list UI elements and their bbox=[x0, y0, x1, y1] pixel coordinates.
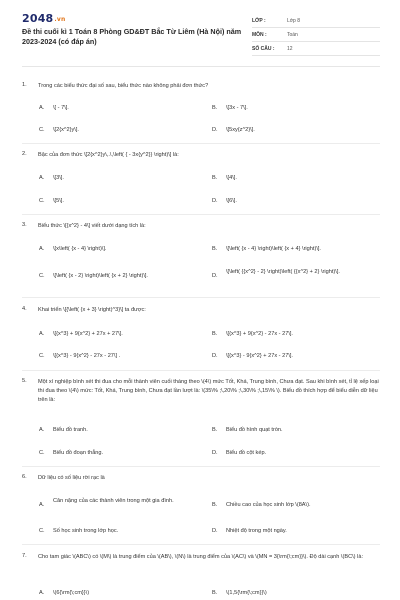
question-stem: Bậc của đơn thức \[2{x^2}y\,.\,\left( { - 3x{y^2}} \right)\] là: bbox=[38, 152, 179, 158]
info-label: SỐ CÂU : bbox=[252, 46, 275, 52]
option-text: \[\left( {x - 4} \right)\left( {x + 4} \right)\]. bbox=[226, 246, 321, 252]
option-key: A. bbox=[39, 590, 45, 596]
question-number: 1. bbox=[22, 82, 27, 88]
divider bbox=[22, 370, 380, 371]
option-text: \[6\]. bbox=[226, 198, 237, 204]
question-number: 4. bbox=[22, 306, 27, 312]
page-header bbox=[0, 0, 400, 62]
info-value: Lớp 8 bbox=[287, 18, 301, 24]
question-3 bbox=[22, 222, 380, 231]
option-text: \[{x^3} - 9{x^2} - 27x - 27\] . bbox=[53, 353, 121, 359]
question-stem: Biểu thức \[{x^2} - 4\] viết dưới dạng tích là: bbox=[38, 223, 146, 229]
option-key: A. bbox=[39, 331, 45, 337]
option-b[interactable] bbox=[212, 174, 377, 182]
option-text: \[{x^3} - 9{x^2} + 27x - 27\]. bbox=[226, 353, 293, 359]
option-key: C. bbox=[39, 450, 45, 456]
option-a[interactable] bbox=[39, 589, 199, 597]
option-key: A. bbox=[39, 427, 45, 433]
info-row-count bbox=[252, 43, 380, 56]
option-b[interactable] bbox=[212, 104, 377, 112]
option-text: Biểu đồ cột kép. bbox=[226, 450, 267, 456]
option-key: A. bbox=[39, 246, 45, 252]
option-b[interactable] bbox=[212, 245, 377, 253]
option-key: C. bbox=[39, 198, 45, 204]
option-key: A. bbox=[39, 175, 45, 181]
option-text: Chiều cao của học sinh lớp \(8A\). bbox=[226, 502, 311, 508]
option-c[interactable] bbox=[39, 197, 199, 205]
option-a[interactable] bbox=[39, 174, 199, 182]
option-text: \[ - 7\]. bbox=[53, 105, 69, 111]
site-logo[interactable] bbox=[22, 12, 65, 25]
divider bbox=[22, 214, 380, 215]
option-text: \[{x^3} + 9{x^2} + 27x + 27\]. bbox=[53, 331, 123, 337]
option-key: D. bbox=[212, 127, 218, 133]
option-d[interactable] bbox=[212, 268, 377, 279]
option-key: D. bbox=[212, 273, 218, 279]
info-table bbox=[252, 15, 380, 57]
logo-suffix: .vn bbox=[54, 16, 66, 23]
option-key: D. bbox=[212, 450, 218, 456]
option-d[interactable] bbox=[212, 527, 377, 535]
info-label: MÔN : bbox=[252, 32, 267, 38]
option-a[interactable] bbox=[39, 245, 199, 253]
logo-text: 2048 bbox=[22, 12, 54, 25]
option-key: D. bbox=[212, 528, 218, 534]
option-c[interactable] bbox=[39, 449, 199, 457]
option-key: B. bbox=[212, 331, 218, 337]
option-key: B. bbox=[212, 175, 218, 181]
option-text: \[3\]. bbox=[53, 175, 64, 181]
option-text: \[4\]. bbox=[226, 175, 237, 181]
question-stem: Cho tam giác \(ABC\) có \(M\) là trung điểm của \(AB\), \(N\) là trung điểm của \(AC\) và \(MN = 3{\rm{\;cm}}\). Độ dài cạnh \(BC\) là: bbox=[38, 554, 364, 560]
info-value: Toán bbox=[287, 32, 298, 38]
question-stem: Trong các biểu thức đại số sau, biểu thức nào không phải đơn thức? bbox=[38, 83, 209, 89]
info-label: LỚP : bbox=[252, 18, 266, 24]
option-key: C. bbox=[39, 353, 45, 359]
divider bbox=[22, 297, 380, 298]
option-a[interactable] bbox=[39, 497, 209, 508]
option-text: \[3x - 7\]. bbox=[226, 105, 248, 111]
question-1 bbox=[22, 82, 380, 91]
option-text: \[\left( {x - 2} \right)\left( {x + 2} \right)\]. bbox=[53, 273, 148, 279]
question-5 bbox=[22, 378, 380, 405]
option-text: Nhiệt độ trong một ngày. bbox=[226, 528, 287, 534]
question-7 bbox=[22, 553, 380, 562]
option-b[interactable] bbox=[212, 330, 377, 338]
option-a[interactable] bbox=[39, 330, 199, 338]
divider bbox=[22, 466, 380, 467]
question-number: 5. bbox=[22, 378, 27, 384]
question-stem: Dữ liệu có số liệu rời rạc là bbox=[38, 475, 105, 481]
option-text: Cân nặng của các thành viên trong một gia đình. bbox=[53, 498, 174, 504]
option-c[interactable] bbox=[39, 527, 199, 535]
option-key: D. bbox=[212, 353, 218, 359]
divider bbox=[22, 544, 380, 545]
option-key: D. bbox=[212, 198, 218, 204]
option-text: Biểu đồ tranh. bbox=[53, 427, 88, 433]
info-value: 12 bbox=[287, 46, 293, 52]
question-stem: Một xí nghiệp bình xét thi đua cho mỗi thành viên cuối tháng theo \(4\) mức Tốt, Khá, Trung bình, Chưa đạt. Sau khi bình xét, tỉ lệ xếp loại thi đua theo \(4\) mức: Tốt, Khá, Trung bình, Chưa đạt lần lượt là: \(35\% ;\,20\% ;\,30\% ;\,15\% \). Biểu đồ thích hợp để biểu diễn dữ liệu trên là: bbox=[38, 379, 379, 403]
page-title: Đề thi cuối kì 1 Toán 8 Phòng GD&ĐT Bắc Từ Liêm (Hà Nội) năm 2023-2024 (có đáp án) bbox=[22, 27, 242, 46]
option-key: A. bbox=[39, 105, 45, 111]
option-key: B. bbox=[212, 246, 218, 252]
option-text: \[{x^3} + 9{x^2} - 27x - 27\]. bbox=[226, 331, 293, 337]
question-2 bbox=[22, 151, 380, 160]
question-number: 3. bbox=[22, 222, 27, 228]
option-text: Biểu đồ hình quạt tròn. bbox=[226, 427, 283, 433]
question-number: 7. bbox=[22, 553, 27, 559]
option-key: B. bbox=[212, 502, 218, 508]
question-number: 6. bbox=[22, 474, 27, 480]
option-text: \[\left( {{x^2} - 2} \right)\left( {{x^2} + 2} \right)\]. bbox=[226, 269, 340, 275]
question-4 bbox=[22, 306, 380, 315]
option-key: C. bbox=[39, 127, 45, 133]
option-key: B. bbox=[212, 427, 218, 433]
option-text: \[5\]. bbox=[53, 198, 64, 204]
option-d[interactable] bbox=[212, 126, 377, 134]
option-text: Số học sinh trong lớp học. bbox=[53, 528, 119, 534]
question-6 bbox=[22, 474, 380, 483]
question-stem: Khai triển \[{\left( {x + 3} \right)^3}\] ta được: bbox=[38, 307, 146, 313]
option-d[interactable] bbox=[212, 197, 377, 205]
option-key: C. bbox=[39, 273, 45, 279]
option-text: \(1,5{\rm{\;cm}}\) bbox=[226, 590, 267, 596]
option-text: Biểu đồ đoạn thẳng. bbox=[53, 450, 104, 456]
option-d[interactable] bbox=[212, 352, 377, 360]
info-row-subject bbox=[252, 29, 380, 42]
option-text: \[5xy{z^2}\]. bbox=[226, 127, 255, 133]
option-d[interactable] bbox=[212, 449, 377, 457]
option-key: B. bbox=[212, 590, 218, 596]
question-number: 2. bbox=[22, 151, 27, 157]
option-b[interactable] bbox=[212, 426, 377, 434]
divider bbox=[22, 66, 380, 67]
option-text: \[x\left( {x - 4} \right)\]. bbox=[53, 246, 107, 252]
option-key: B. bbox=[212, 105, 218, 111]
option-c[interactable] bbox=[39, 272, 199, 280]
option-text: \[2{x^2}y\]. bbox=[53, 127, 79, 133]
option-c[interactable] bbox=[39, 352, 199, 360]
divider bbox=[22, 143, 380, 144]
option-b[interactable] bbox=[212, 501, 377, 509]
option-key: A. bbox=[39, 502, 45, 508]
option-b[interactable] bbox=[212, 589, 377, 597]
option-key: C. bbox=[39, 528, 45, 534]
option-c[interactable] bbox=[39, 126, 199, 134]
option-text: \(6{\rm{\;cm}}\) bbox=[53, 590, 90, 596]
info-row-class bbox=[252, 15, 380, 28]
option-a[interactable] bbox=[39, 104, 199, 112]
option-a[interactable] bbox=[39, 426, 199, 434]
